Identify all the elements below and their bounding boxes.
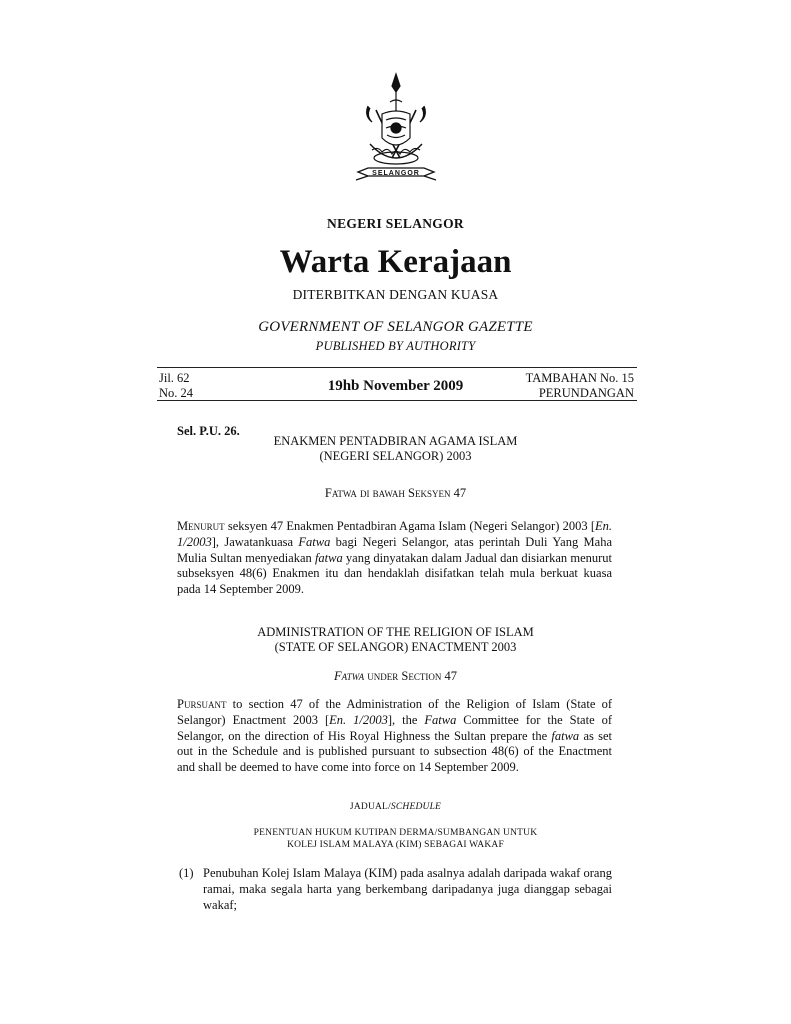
schedule-title-line1: PENENTUAN HUKUM KUTIPAN DERMA/SUMBANGAN UNTUK	[253, 828, 538, 838]
body-lead-malay: Menurut	[177, 519, 225, 533]
schedule-label-malay: JADUAL/	[349, 802, 391, 812]
issue-category: PERUNDANGAN	[538, 386, 634, 400]
enactment-heading-english-line2: (STATE OF SELANGOR) ENACTMENT 2003	[274, 640, 517, 654]
body-text: as set out in the Schedule and is published pursuant to subsection 48(6) of the Enactment and shall be deemed to have come into force on 14 September 2009.	[177, 728, 612, 775]
selangor-crest-logo	[354, 72, 438, 192]
schedule-item-text: Penubuhan Kolej Islam Malaya (KIM) pada asalnya adalah daripada wakaf orang ramai, maka segala harta yang berkembang daripadanya juga dianggap sebagai wakaf;	[203, 866, 612, 912]
fatwa-term: fatwa	[551, 728, 580, 743]
fatwa-heading-english	[0, 669, 791, 684]
enactment-ref: En. 1/2003	[177, 519, 612, 549]
state-name: NEGERI SELANGOR	[327, 216, 464, 231]
schedule-label	[0, 802, 791, 812]
schedule-title	[0, 828, 791, 851]
header-rule-top	[157, 367, 637, 368]
crest-scroll-text: SELANGOR	[372, 170, 420, 177]
fatwa-term: fatwa	[314, 550, 343, 565]
gazette-subtitle-malay: DITERBITKAN DENGAN KUASA	[292, 287, 499, 302]
body-text: bagi Negeri Selangor, atas perintah Duli Yang Maha Mulia Sultan menyediakan	[177, 534, 612, 565]
enactment-heading-malay-line2: (NEGERI SELANGOR) 2003	[319, 449, 472, 463]
fatwa-term: Fatwa	[424, 712, 457, 727]
enactment-ref: En. 1/2003	[329, 712, 388, 727]
schedule-title-line2: KOLEJ ISLAM MALAYA (KIM) SEBAGAI WAKAF	[287, 839, 504, 850]
enactment-heading-english	[0, 625, 791, 655]
fatwa-word: Fatwa	[334, 669, 365, 683]
body-text: Committee for the State of Selangor, on the direction of His Royal Highness the Sultan prepare the	[177, 712, 613, 743]
issue-date: 19hb November 2009	[327, 378, 464, 394]
gazette-title: Warta Kerajaan	[279, 244, 512, 280]
notice-body-malay	[177, 519, 612, 598]
issue-number: No. 24	[159, 386, 194, 400]
body-text: yang dinyatakan dalam Jadual dan disiarkan menurut subseksyen 48(6) Enakmen itu dan hendaklah disifatkan telah mula berkuat kuasa pada 14 September 2009.	[177, 550, 612, 597]
gazette-subtitle-english: PUBLISHED BY AUTHORITY	[315, 339, 476, 353]
header-rule-bottom	[157, 400, 637, 401]
supplement-number: TAMBAHAN No. 15	[525, 371, 634, 385]
schedule-item-number: (1)	[179, 866, 194, 880]
body-lead-english: Pursuant	[177, 697, 227, 711]
schedule-label-english: SCHEDULE	[390, 802, 442, 812]
volume-number: Jil. 62	[159, 371, 190, 385]
body-text: to section 47 of the Administration of the Religion of Islam (State of Selangor) Enactment 2003 [	[177, 697, 612, 727]
body-text: seksyen 47 Enakmen Pentadbiran Agama Islam (Negeri Selangor) 2003 [	[224, 519, 595, 533]
fatwa-heading-rest: under Section 47	[364, 669, 457, 683]
fatwa-term: Fatwa	[298, 534, 331, 549]
enactment-heading-english-line1: ADMINISTRATION OF THE RELIGION OF ISLAM	[257, 625, 534, 639]
enactment-heading-malay	[0, 434, 791, 464]
body-text: ], Jawatankuasa	[211, 534, 299, 549]
body-text: ], the	[387, 712, 425, 727]
notice-body-english	[177, 697, 612, 776]
gazette-title-english: GOVERNMENT OF SELANGOR GAZETTE	[258, 319, 533, 335]
enactment-heading-malay-line1: ENAKMEN PENTADBIRAN AGAMA ISLAM	[273, 434, 518, 448]
notice-reference: Sel. P.U. 26.	[177, 424, 240, 438]
fatwa-heading-malay: Fatwa di bawah Seksyen 47	[324, 486, 467, 500]
